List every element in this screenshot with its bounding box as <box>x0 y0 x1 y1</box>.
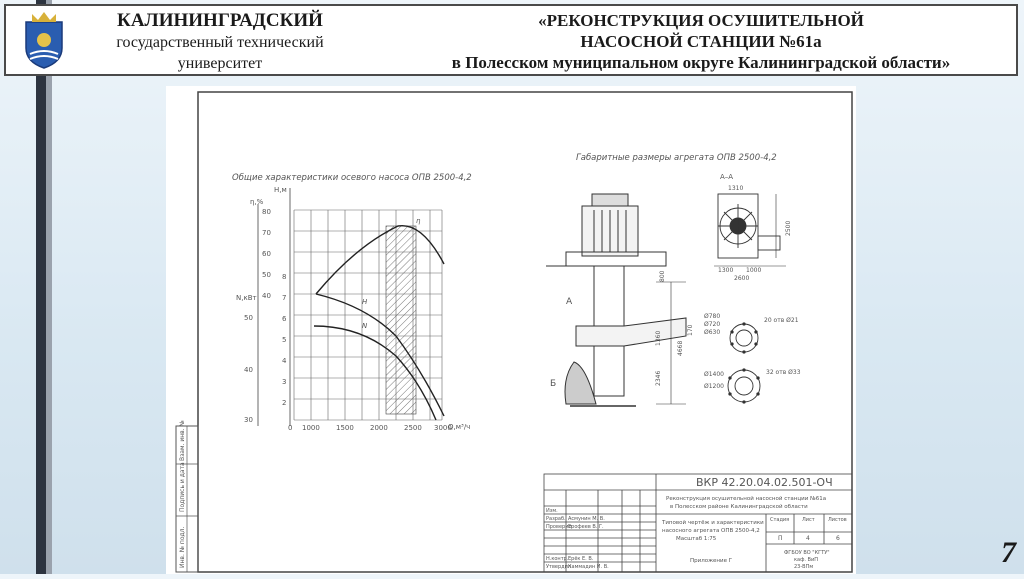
stamp-val-stage: П <box>778 535 783 542</box>
section-aa-plan <box>714 194 786 266</box>
stamp-val-sheets: 6 <box>836 535 840 542</box>
university-name <box>70 10 370 74</box>
university-line-1: КАЛИНИНГРАДСКИЙ <box>117 10 323 31</box>
left-stripe-light <box>46 0 52 574</box>
q-tick: 1000 <box>302 424 320 432</box>
section-marker-b: Б <box>550 379 557 389</box>
stamp-code: ВКР 42.20.04.02.501-ОЧ <box>696 476 833 489</box>
dim-d1400: Ø1400 <box>704 371 724 378</box>
dim-2346: 2346 <box>655 370 662 386</box>
h-tick: 3 <box>282 378 287 386</box>
project-title <box>396 10 1006 73</box>
operating-zone <box>386 226 416 414</box>
q-tick: 3000 <box>434 424 452 432</box>
project-line-3: в Полесском муниципальном округе Калининградской области» <box>451 53 951 72</box>
stamp-org-1: ФГБОУ ВО "КГТУ" <box>784 550 830 556</box>
flange-details <box>728 323 760 403</box>
page-number: 7 <box>1001 536 1016 569</box>
stamp-sheet-desc-2: насосного агрегата ОПВ 2500-4,2 <box>662 528 760 534</box>
eta-axis-label: η,% <box>250 198 264 206</box>
dim-d1200: Ø1200 <box>704 383 724 390</box>
project-line-2: НАСОСНОЙ СТАНЦИИ №61а <box>580 32 822 51</box>
dim-800: 800 <box>659 270 666 282</box>
project-line-1: «РЕКОНСТРУКЦИЯ ОСУШИТЕЛЬНОЙ <box>538 11 864 30</box>
dim-1360: 1360 <box>655 330 662 346</box>
eta-tick: 70 <box>262 229 271 237</box>
slide-header <box>4 4 1018 76</box>
section-marker-a: А <box>566 297 573 307</box>
power-curve <box>314 326 436 420</box>
dim-2600: 2600 <box>734 275 750 282</box>
stamp-row-label: Изм. <box>546 508 558 514</box>
stamp-appendix: Приложение Г <box>690 558 733 564</box>
h-tick: 8 <box>282 273 287 281</box>
stamp-val-sheet: 4 <box>806 535 810 542</box>
left-stripe-dark <box>36 0 46 574</box>
chart-title: Общие характеристики осевого насоса ОПВ 2500-4,2 <box>232 173 472 183</box>
h-axis-label: H,м <box>274 186 287 194</box>
n-tick: 40 <box>244 366 253 374</box>
stamp-row-label: Н.контр. <box>546 556 569 562</box>
stamp-row-label: Утвердил <box>546 564 572 570</box>
h-curve-label: H <box>362 298 368 306</box>
stamp-row-label: Разраб. <box>546 516 566 522</box>
q-tick: 1500 <box>336 424 354 432</box>
stamp-org-3: 23-ВПм <box>794 564 814 570</box>
dim-1300: 1300 <box>718 267 734 274</box>
dim-d780: Ø780 <box>704 313 721 320</box>
dim-1000: 1000 <box>746 267 762 274</box>
side-label-2: Подпись и дата <box>179 462 186 512</box>
section-aa-label: А–А <box>720 173 734 181</box>
holes-32: 32 отв Ø33 <box>766 369 801 376</box>
eta-tick: 60 <box>262 250 271 258</box>
dim-d630: Ø630 <box>704 329 721 336</box>
stamp-row-label: Проверил <box>546 524 572 530</box>
side-label-3: Инв. № подл. <box>179 526 186 568</box>
drawing-svg <box>166 86 856 574</box>
holes-20: 20 отв Ø21 <box>764 317 799 324</box>
stamp-desc-1: Реконструкция осушительной насосной станции №61а <box>666 496 827 502</box>
h-tick: 2 <box>282 399 287 407</box>
university-line-2: государственный технический <box>116 34 324 51</box>
dim-4668: 4668 <box>677 340 684 356</box>
dim-1310: 1310 <box>728 185 744 192</box>
stamp-name: Ерофеев В. Г. <box>568 524 604 530</box>
q-axis-label: Q,м³/ч <box>448 423 471 431</box>
n-axis-label: N,кВт <box>236 294 257 302</box>
q-tick: 2000 <box>370 424 388 432</box>
h-tick: 4 <box>282 357 287 365</box>
h-tick: 7 <box>282 294 287 302</box>
n-tick: 50 <box>244 314 253 322</box>
eta-tick: 80 <box>262 208 271 216</box>
side-label-1: Взам. инв. № <box>179 420 186 461</box>
stamp-col-sheet: Лист <box>802 517 815 523</box>
n-curve-label: N <box>362 322 368 330</box>
engineering-drawing <box>166 86 856 574</box>
university-crest-logo <box>20 10 68 70</box>
stamp-name: Асмунин М. В. <box>568 516 605 522</box>
efficiency-curve <box>316 226 444 294</box>
h-tick: 5 <box>282 336 287 344</box>
stamp-col-stage: Стадия <box>770 517 790 523</box>
university-line-3: университет <box>177 55 263 72</box>
stamp-name: Ерёк Е. В. <box>568 556 594 562</box>
eta-curve-label: η <box>416 217 421 225</box>
q-tick: 0 <box>288 424 293 432</box>
eta-tick: 40 <box>262 292 271 300</box>
n-tick: 30 <box>244 416 253 424</box>
stamp-sheet-desc-1: Типовой чертёж и характеристики <box>662 520 764 526</box>
stamp-name: Каммадин И. В. <box>568 564 609 570</box>
dim-170: 170 <box>687 324 694 336</box>
dim-d720: Ø720 <box>704 321 721 328</box>
dims-title: Габаритные размеры агрегата ОПВ 2500-4,2 <box>576 153 777 163</box>
stamp-desc-2: в Полесском районе Калининградской области <box>670 504 808 510</box>
stamp-scale: Масштаб 1:75 <box>676 536 717 542</box>
dim-2500: 2500 <box>785 220 792 236</box>
stamp-org-2: каф. ВиП <box>794 557 818 563</box>
q-tick: 2500 <box>404 424 422 432</box>
stamp-col-sheets: Листов <box>828 517 847 523</box>
eta-tick: 50 <box>262 271 271 279</box>
h-tick: 6 <box>282 315 287 323</box>
